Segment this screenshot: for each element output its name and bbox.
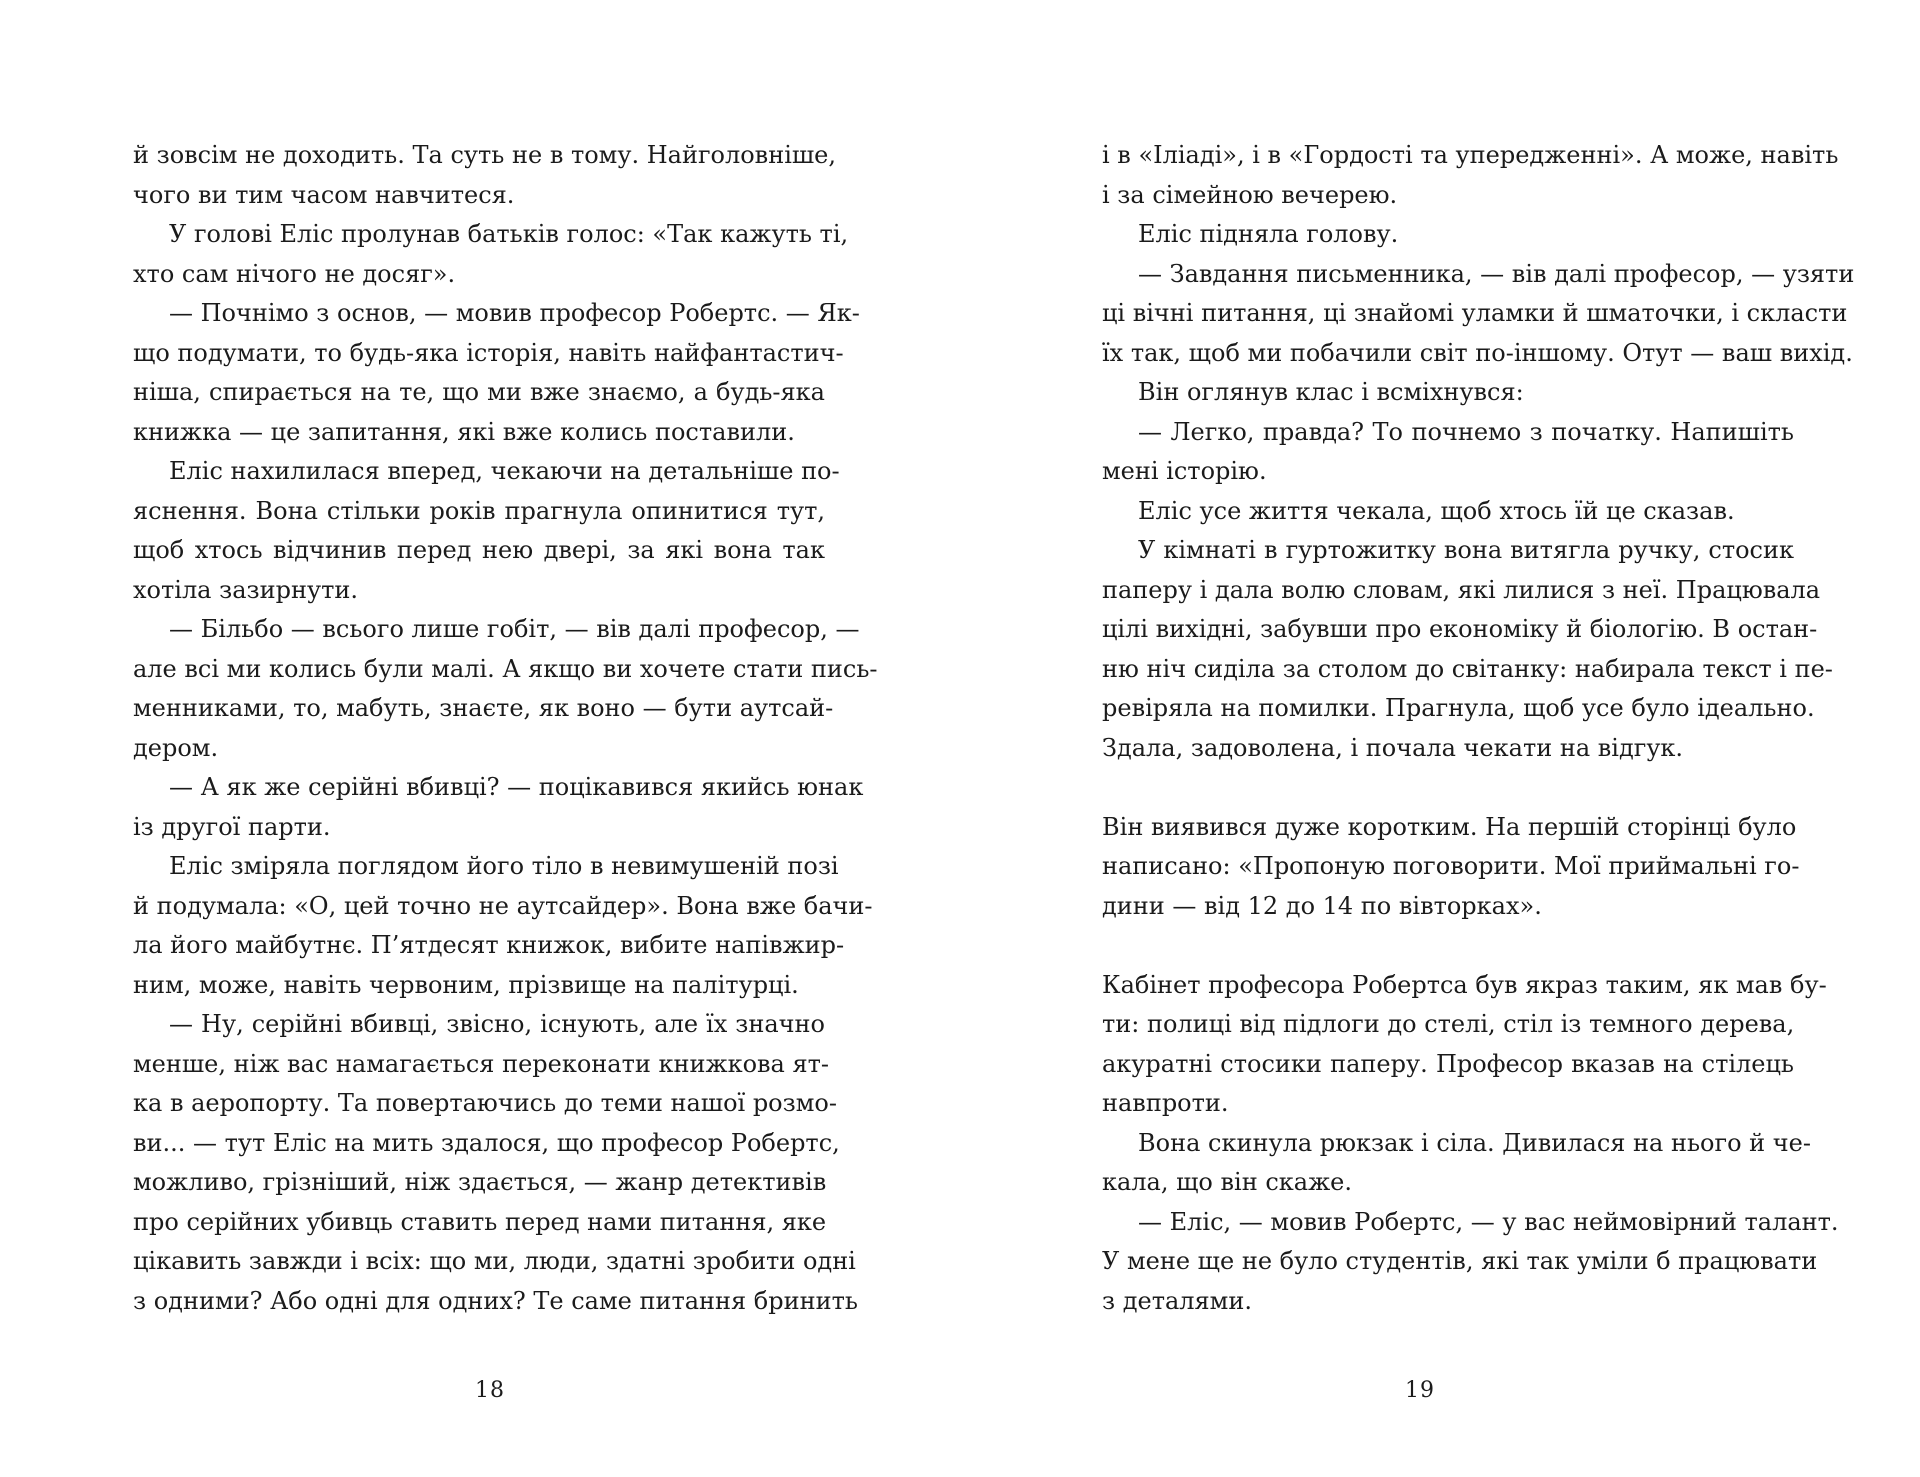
text-line: цілі вихідні, забувши про економіку й біологію. В остан-: [1102, 615, 1818, 643]
text-line: — Еліс, — мовив Робертс, — у вас неймовірний талант.: [1138, 1207, 1839, 1236]
text-line: — Ну, серійні вбивці, звісно, існують, але їх значно: [169, 1010, 825, 1038]
text-line: ти: полиці від підлоги до стелі, стіл із темного дерева,: [1102, 1010, 1795, 1038]
text-line: книжка — це запитання, які вже колись поставили.: [133, 417, 795, 446]
text-line: Кабінет професора Робертса був якраз таким, як мав бу-: [1102, 970, 1827, 999]
text-line: написано: «Пропоную поговорити. Мої приймальні го-: [1102, 852, 1800, 880]
left-page-number: 18: [475, 1378, 505, 1403]
text-line: У кімнаті в гуртожитку вона витягла ручку, стосик: [1138, 536, 1794, 564]
text-line: дером.: [133, 733, 219, 762]
text-line: можливо, грізніший, ніж здається, — жанр детективів: [133, 1168, 827, 1196]
text-line: ню ніч сиділа за столом до світанку: набирала текст і пе-: [1102, 654, 1833, 683]
right-page-text: [1102, 136, 1855, 1321]
right-page: [960, 0, 1920, 1477]
text-line: але всі ми колись були малі. А якщо ви хочете стати пись-: [133, 654, 878, 683]
text-line: — Почнімо з основ, — мовив професор Робертс. — Як-: [169, 299, 860, 327]
text-line: — Легко, правда? То почнемо з початку. Напишіть: [1138, 417, 1794, 446]
text-line: їх так, щоб ми побачили світ по-іншому. Отут — ваш вихід.: [1102, 338, 1853, 367]
text-line: акуратні стосики паперу. Професор вказав на стілець: [1102, 1049, 1794, 1078]
text-line: цікавить завжди і всіх: що ми, люди, здатні зробити одні: [133, 1247, 856, 1275]
text-line: У голові Еліс пролунав батьків голос: «Так кажуть ті,: [169, 220, 849, 248]
text-line: Еліс зміряла поглядом його тіло в невимушеній позі: [169, 852, 839, 880]
text-line: Вона скинула рюкзак і сіла. Дивилася на нього й че-: [1138, 1128, 1811, 1157]
text-line: Еліс підняла голову.: [1138, 220, 1399, 248]
text-line: про серійних убивць ставить перед нами питання, яке: [133, 1207, 827, 1236]
left-page-text: [133, 136, 878, 1321]
text-line: У мене ще не було студентів, які так уміли б працювати: [1102, 1247, 1818, 1275]
text-line: чого ви тим часом навчитеся.: [133, 180, 515, 209]
text-line: що подумати, то будь-яка історія, навіть найфантастич-: [133, 338, 844, 367]
text-line: Він виявився дуже коротким. На першій сторінці було: [1102, 812, 1797, 841]
text-line: — Більбо — всього лише гобіт, — вів далі професор, —: [169, 615, 860, 643]
text-line: ревіряла на помилки. Прагнула, щоб усе було ідеально.: [1102, 694, 1815, 722]
text-line: Здала, задоволена, і почала чекати на відгук.: [1102, 733, 1684, 762]
text-line: навпроти.: [1102, 1089, 1229, 1117]
paragraph-gap: [1102, 926, 1794, 966]
text-line: хотіла зазирнути.: [133, 575, 358, 604]
text-line: й подумала: «О, цей точно не аутсайдер». Вона вже бачи-: [133, 891, 873, 920]
text-line: ніша, спирається на те, що ми вже знаємо, а будь-яка: [133, 378, 825, 406]
right-page-number: 19: [1405, 1378, 1435, 1403]
text-line: щоб хтось відчинив перед нею двері, за які вона так: [133, 536, 825, 564]
text-line: із другої парти.: [133, 812, 331, 841]
text-line: і в «Іліаді», і в «Гордості та упередженні». А може, навіть: [1102, 141, 1839, 169]
text-line: Він оглянув клас і всміхнувся:: [1138, 378, 1524, 406]
text-line: хто сам нічого не досяг».: [133, 259, 456, 288]
text-line: ла його майбутнє. П’ятдесят книжок, вибите напівжир-: [133, 931, 845, 959]
text-line: мені історію.: [1102, 457, 1267, 485]
text-line: дини — від 12 до 14 по вівторках».: [1102, 891, 1542, 920]
text-line: ці вічні питання, ці знайомі уламки й шматочки, і скласти: [1102, 299, 1848, 327]
paragraph-gap: [1102, 768, 1794, 808]
text-line: з одними? Або одні для одних? Те саме питання бринить: [133, 1286, 858, 1315]
text-line: менше, ніж вас намагається переконати книжкова ят-: [133, 1049, 829, 1078]
text-line: яснення. Вона стільки років прагнула опинитися тут,: [133, 496, 825, 525]
text-line: — А як же серійні вбивці? — поцікавився якийсь юнак: [169, 773, 864, 801]
text-line: й зовсім не доходить. Та суть не в тому. Найголовніше,: [133, 141, 837, 169]
text-line: ним, може, навіть червоним, прізвище на палітурці.: [133, 970, 799, 999]
text-line: Еліс нахилилася вперед, чекаючи на детальніше по-: [169, 457, 840, 485]
text-line: — Завдання письменника, — вів далі професор, — узяти: [1138, 259, 1855, 288]
text-line: ка в аеропорту. Та повертаючись до теми нашої розмо-: [133, 1089, 837, 1117]
text-line: з деталями.: [1102, 1286, 1252, 1315]
text-line: кала, що він скаже.: [1102, 1168, 1352, 1196]
text-line: і за сімейною вечерею.: [1102, 180, 1398, 209]
text-line: Еліс усе життя чекала, щоб хтось їй це сказав.: [1138, 496, 1735, 525]
text-line: ви... — тут Еліс на мить здалося, що професор Робертс,: [133, 1128, 840, 1157]
text-line: паперу і дала волю словам, які лилися з неї. Працювала: [1102, 575, 1821, 604]
text-line: менниками, то, мабуть, знаєте, як воно — бути аутсай-: [133, 694, 834, 722]
